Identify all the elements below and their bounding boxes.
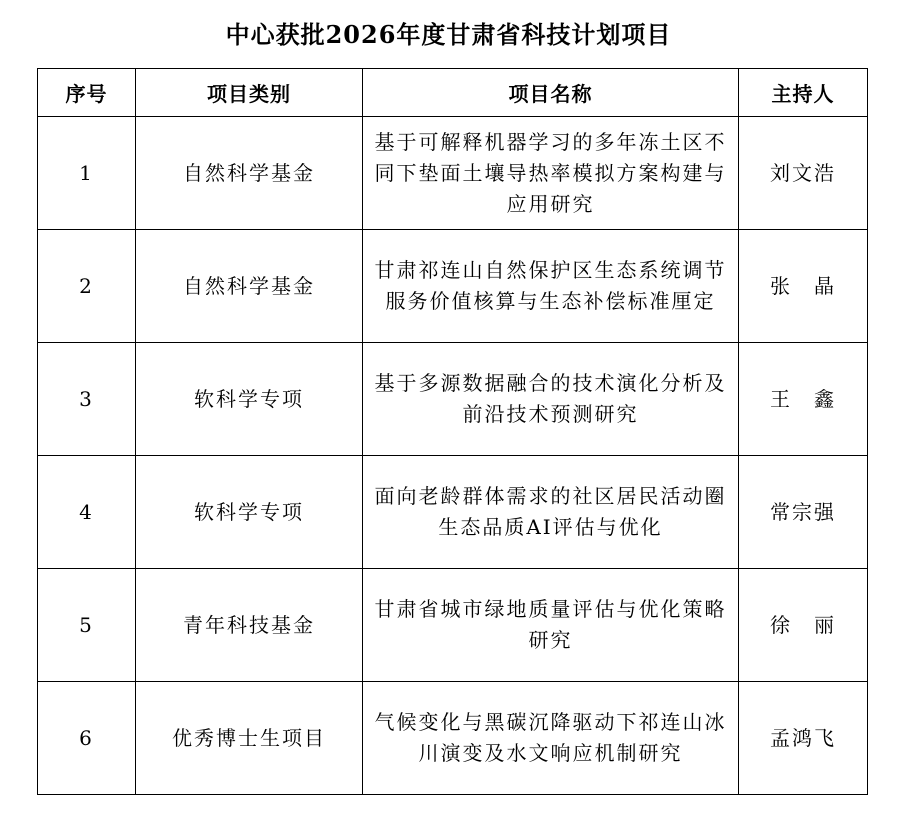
table-row — [38, 569, 868, 682]
header-name: 项目名称 — [363, 69, 739, 117]
row-no: 1 — [38, 117, 136, 230]
project-name-text: 面向老龄群体需求的社区居民活动圈生态品质AI评估与优化 — [374, 484, 727, 539]
row-host: 常宗强 — [739, 456, 868, 569]
header-host: 主持人 — [739, 69, 868, 117]
row-project-name — [363, 569, 739, 682]
page-title: 中心获批2026年度甘肃省科技计划项目 — [225, 20, 672, 49]
row-host: 张 晶 — [739, 230, 868, 343]
table-row — [38, 343, 868, 456]
row-project-name — [363, 117, 739, 230]
row-category: 自然科学基金 — [136, 117, 363, 230]
row-no: 4 — [38, 456, 136, 569]
table-header-row — [38, 69, 868, 117]
row-no: 6 — [38, 682, 136, 795]
project-name-text: 甘肃祁连山自然保护区生态系统调节服务价值核算与生态补偿标准厘定 — [374, 258, 727, 313]
row-host: 孟鸿飞 — [739, 682, 868, 795]
project-name-text: 甘肃省城市绿地质量评估与优化策略研究 — [374, 597, 727, 652]
row-project-name — [363, 456, 739, 569]
row-category: 优秀博士生项目 — [136, 682, 363, 795]
row-category: 软科学专项 — [136, 343, 363, 456]
row-category: 青年科技基金 — [136, 569, 363, 682]
table-row — [38, 456, 868, 569]
row-project-name — [363, 343, 739, 456]
row-project-name — [363, 230, 739, 343]
projects-table — [37, 68, 868, 795]
row-no: 2 — [38, 230, 136, 343]
project-name-text: 基于可解释机器学习的多年冻土区不同下垫面土壤导热率模拟方案构建与应用研究 — [374, 129, 727, 216]
project-name-text: 气候变化与黑碳沉降驱动下祁连山冰川演变及水文响应机制研究 — [374, 710, 727, 765]
project-name-text: 基于多源数据融合的技术演化分析及前沿技术预测研究 — [374, 371, 727, 426]
row-host: 刘文浩 — [739, 117, 868, 230]
row-no: 3 — [38, 343, 136, 456]
row-host: 徐 丽 — [739, 569, 868, 682]
table-row — [38, 117, 868, 230]
row-category: 自然科学基金 — [136, 230, 363, 343]
header-no: 序号 — [38, 69, 136, 117]
row-no: 5 — [38, 569, 136, 682]
table-row — [38, 230, 868, 343]
table-row — [38, 682, 868, 795]
row-category: 软科学专项 — [136, 456, 363, 569]
header-category: 项目类别 — [136, 69, 363, 117]
row-project-name — [363, 682, 739, 795]
row-host: 王 鑫 — [739, 343, 868, 456]
